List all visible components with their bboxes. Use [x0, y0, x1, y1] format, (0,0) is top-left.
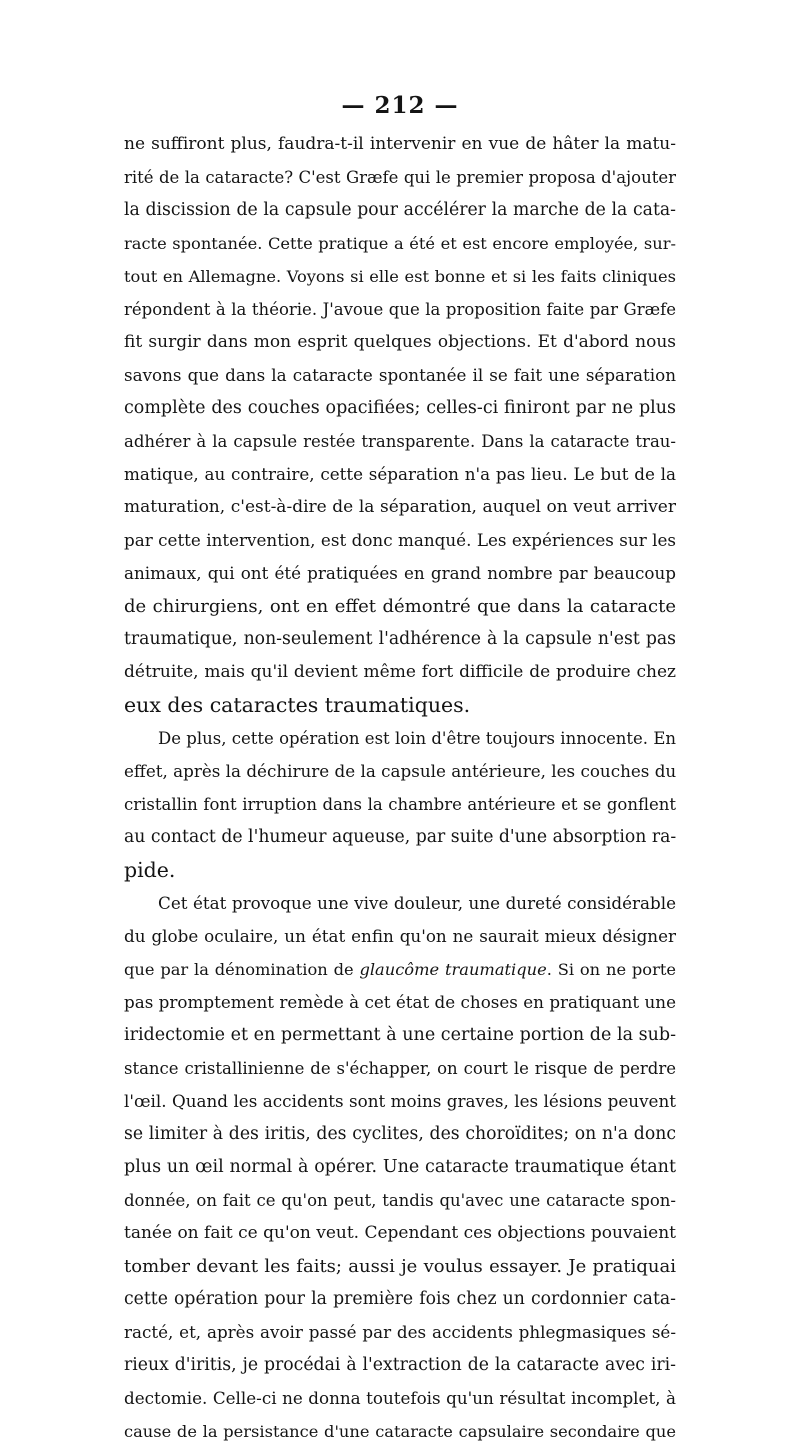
text-line: plus un œil normal à opérer. Une cataracte traumatique étant: [124, 1157, 676, 1177]
text-line: cette opération pour la première fois chez un cordonnier cata-: [124, 1289, 676, 1309]
text-line: détruite, mais qu'il devient même fort difficile de produire chez: [124, 662, 676, 682]
text-line: tout en Allemagne. Voyons si elle est bonne et si les faits cliniques: [124, 267, 676, 286]
text-line: maturation, c'est-à-dire de la séparation, auquel on veut arriver: [124, 497, 676, 517]
text-line: la discission de la capsule pour accélérer la marche de la cata-: [124, 200, 676, 220]
text-line: fit surgir dans mon esprit quelques objections. Et d'abord nous: [124, 332, 676, 352]
body-text: [124, 128, 676, 1448]
text-line: répondent à la théorie. J'avoue que la proposition faite par Græfe: [124, 300, 676, 319]
text-line: l'œil. Quand les accidents sont moins graves, les lésions peuvent: [124, 1091, 676, 1111]
text-line: dectomie. Celle-ci ne donna toutefois qu'un résultat incomplet, à: [124, 1388, 676, 1408]
text-line: matique, au contraire, cette séparation n'a pas lieu. Le but de la: [124, 464, 676, 484]
text-line: tomber devant les faits; aussi je voulus essayer. Je pratiquai: [124, 1256, 676, 1277]
text-line: tanée on fait ce qu'on veut. Cependant ces objections pouvaient: [124, 1223, 676, 1243]
text-line: [124, 953, 676, 986]
text-line: iridectomie et en permettant à une certaine portion de la sub-: [124, 1025, 676, 1045]
text-line: par cette intervention, est donc manqué. Les expériences sur les: [124, 530, 676, 550]
text-line: cristallin font irruption dans la chambre antérieure et se gonflent: [124, 795, 676, 814]
text-line: au contact de l'humeur aqueuse, par suite d'une absorption ra-: [124, 827, 676, 847]
text-line: Cet état provoque une vive douleur, une dureté considérable: [158, 893, 676, 913]
text-segment: . Si on ne porte: [546, 960, 676, 979]
text-line: cause de la persistance d'une cataracte capsulaire secondaire que: [124, 1422, 676, 1441]
text-line: rieux d'iritis, je procédai à l'extraction de la cataracte avec iri-: [124, 1355, 676, 1375]
text-line: donnée, on fait ce qu'on peut, tandis qu'avec une cataracte spon-: [124, 1191, 676, 1210]
text-line: De plus, cette opération est loin d'être toujours innocente. En: [158, 729, 676, 748]
text-line: pas promptement remède à cet état de choses en pratiquant une: [124, 992, 676, 1012]
text-line: ne suffiront plus, faudra-t-il intervenir en vue de hâter la matu-: [124, 134, 676, 154]
text-line: traumatique, non-seulement l'adhérence à la capsule n'est pas: [124, 629, 676, 649]
page-number: — 212 —: [341, 92, 459, 119]
text-segment: que par la dénomination de: [124, 960, 360, 979]
text-line: pide.: [124, 858, 176, 882]
italic-term: glaucôme traumatique: [359, 960, 547, 979]
text-line: animaux, qui ont été pratiquées en grand nombre par beaucoup: [124, 563, 676, 583]
text-line: stance cristallinienne de s'échapper, on court le risque de perdre: [124, 1059, 676, 1078]
text-line: adhérer à la capsule restée transparente. Dans la cataracte trau-: [124, 432, 676, 451]
text-line: du globe oculaire, un état enfin qu'on ne saurait mieux désigner: [124, 926, 676, 946]
text-line: se limiter à des iritis, des cyclites, des choroïdites; on n'a donc: [124, 1124, 676, 1144]
text-line: complète des couches opacifiées; celles-ci finiront par ne plus: [124, 398, 676, 418]
text-line: racté, et, après avoir passé par des accidents phlegmasiques sé-: [124, 1322, 676, 1342]
text-line: racte spontanée. Cette pratique a été et est encore employée, sur-: [124, 234, 676, 253]
text-line: de chirurgiens, ont en effet démontré que dans la cataracte: [124, 596, 676, 617]
text-line: rité de la cataracte? C'est Græfe qui le premier proposa d'ajouter: [124, 168, 676, 187]
text-line: savons que dans la cataracte spontanée il se fait une séparation: [124, 365, 676, 385]
text-line: effet, après la déchirure de la capsule antérieure, les couches du: [124, 761, 676, 781]
text-line: eux des cataractes traumatiques.: [124, 693, 471, 717]
